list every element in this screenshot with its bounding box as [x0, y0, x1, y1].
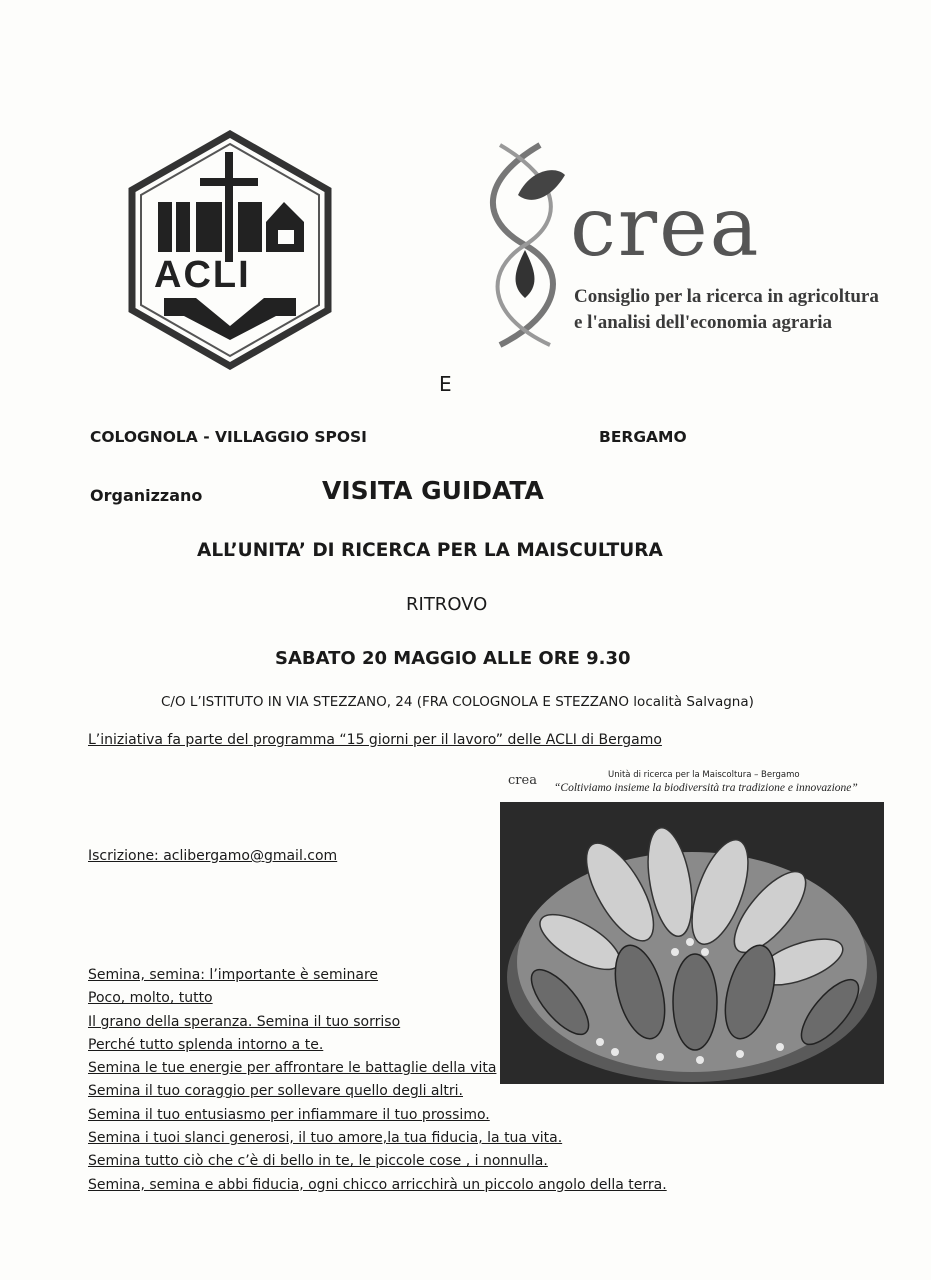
- program-note: L’iniziativa fa parte del programma “15 giorni per il lavoro” delle ACLI di Bergamo: [88, 732, 662, 748]
- acli-text: ACLI: [154, 254, 251, 296]
- poem-line: Semina il tuo entusiasmo per infiammare il tuo prossimo.: [88, 1106, 490, 1123]
- poem-line: Poco, molto, tutto: [88, 990, 213, 1007]
- org-right: BERGAMO: [599, 428, 687, 446]
- poem: [88, 964, 667, 1197]
- crea-wordmark: crea: [570, 180, 761, 275]
- poem-line: Perché tutto splenda intorno a te.: [88, 1036, 324, 1053]
- org-left: COLOGNOLA - VILLAGGIO SPOSI: [90, 428, 367, 446]
- poem-line: Semina i tuoi slanci generosi, il tuo amore,la tua fiducia, la tua vita.: [88, 1130, 563, 1147]
- address-line: C/O L’ISTITUTO IN VIA STEZZANO, 24 (FRA COLOGNOLA E STEZZANO località Salvagna): [161, 694, 754, 710]
- acli-logo: [126, 130, 334, 370]
- meeting-label: RITROVO: [406, 594, 488, 615]
- poem-line: Semina le tue energie per affrontare le battaglie della vita: [88, 1060, 497, 1077]
- registration-email[interactable]: Iscrizione: aclibergamo@gmail.com: [88, 848, 338, 864]
- photo-title: Unità di ricerca per la Maiscoltura – Bergamo: [608, 770, 800, 780]
- poem-line: Semina il tuo coraggio per sollevare quello degli altri.: [88, 1083, 463, 1100]
- crea-subtitle-1: Consiglio per la ricerca in agricoltura: [574, 286, 879, 307]
- photo-motto: “Coltiviamo insieme la biodiversità tra tradizione e innovazione”: [554, 782, 858, 794]
- conjunction: E: [439, 372, 452, 396]
- date-line: SABATO 20 MAGGIO ALLE ORE 9.30: [275, 648, 631, 669]
- poem-line: Semina, semina: l’importante è seminare: [88, 967, 379, 983]
- subtitle: ALL’UNITA’ DI RICERCA PER LA MAISCULTURA: [197, 540, 663, 561]
- poem-line: Semina, semina e abbi fiducia, ogni chicco arricchirà un piccolo angolo della terra.: [88, 1176, 667, 1193]
- photo-brand: crea: [508, 773, 537, 788]
- organize-label: Organizzano: [90, 486, 203, 505]
- crea-logo: [470, 140, 879, 355]
- poem-line: Il grano della speranza. Semina il tuo sorriso: [88, 1013, 401, 1030]
- photo-header: [496, 768, 888, 802]
- page-title: VISITA GUIDATA: [322, 476, 544, 505]
- poem-line: Semina tutto ciò che c’è di bello in te, le piccole cose , i nonnulla.: [88, 1153, 548, 1170]
- crea-subtitle-2: e l'analisi dell'economia agraria: [574, 312, 833, 333]
